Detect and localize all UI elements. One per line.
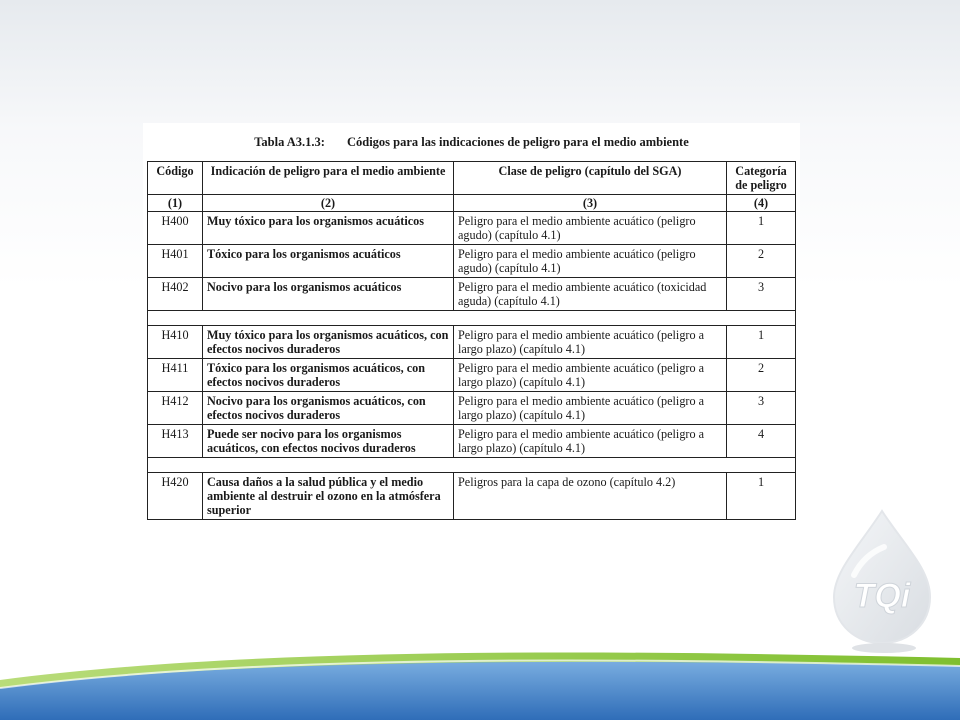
table-row — [148, 326, 796, 359]
hazard-class: Peligros para la capa de ozono (capítulo 4.2) — [454, 473, 727, 520]
hazard-code: H413 — [148, 425, 203, 458]
hazard-indication: Tóxico para los organismos acuáticos, con efectos nocivos duraderos — [203, 359, 454, 392]
hazard-indication: Nocivo para los organismos acuáticos — [203, 278, 454, 311]
hazard-class: Peligro para el medio ambiente acuático (peligro a largo plazo) (capítulo 4.1) — [454, 326, 727, 359]
hazard-indication: Muy tóxico para los organismos acuáticos, con efectos nocivos duraderos — [203, 326, 454, 359]
table-row — [148, 425, 796, 458]
hazard-indication: Nocivo para los organismos acuáticos, con efectos nocivos duraderos — [203, 392, 454, 425]
table-spacer-row — [148, 311, 796, 326]
column-number-row — [148, 195, 796, 212]
hazard-category: 4 — [727, 425, 796, 458]
hazard-code: H401 — [148, 245, 203, 278]
table-header-row — [148, 162, 796, 195]
table-caption-title: Códigos para las indicaciones de peligro para el medio ambiente — [346, 135, 689, 149]
table-row — [148, 278, 796, 311]
hazard-class: Peligro para el medio ambiente acuático (peligro a largo plazo) (capítulo 4.1) — [454, 359, 727, 392]
hazard-code: H400 — [148, 212, 203, 245]
hazard-code: H412 — [148, 392, 203, 425]
table-row — [148, 245, 796, 278]
hazard-category: 3 — [727, 278, 796, 311]
column-number: (4) — [727, 195, 796, 212]
column-number: (1) — [148, 195, 203, 212]
hazard-category: 2 — [727, 359, 796, 392]
hazard-class: Peligro para el medio ambiente acuático (peligro agudo) (capítulo 4.1) — [454, 245, 727, 278]
table-spacer-row — [148, 458, 796, 473]
table-row — [148, 473, 796, 520]
hazard-codes-table — [147, 161, 796, 520]
logo-text: TQi — [853, 577, 911, 615]
decorative-wave — [0, 640, 960, 720]
hazard-class: Peligro para el medio ambiente acuático (peligro a largo plazo) (capítulo 4.1) — [454, 425, 727, 458]
table-row — [148, 359, 796, 392]
header-category: Categoría de peligro — [727, 162, 796, 195]
table-caption-number: Tabla A3.1.3: — [254, 135, 325, 149]
hazard-code: H420 — [148, 473, 203, 520]
spacer-cell — [148, 458, 796, 473]
table-row — [148, 392, 796, 425]
hazard-class: Peligro para el medio ambiente acuático (toxicidad aguda) (capítulo 4.1) — [454, 278, 727, 311]
hazard-category: 3 — [727, 392, 796, 425]
document-image — [143, 123, 800, 546]
hazard-indication: Causa daños a la salud pública y el medio ambiente al destruir el ozono en la atmósfera superior — [203, 473, 454, 520]
hazard-category: 1 — [727, 212, 796, 245]
hazard-class: Peligro para el medio ambiente acuático (peligro a largo plazo) (capítulo 4.1) — [454, 392, 727, 425]
hazard-indication: Tóxico para los organismos acuáticos — [203, 245, 454, 278]
drop-logo-icon — [820, 505, 940, 655]
hazard-category: 1 — [727, 326, 796, 359]
hazard-code: H410 — [148, 326, 203, 359]
hazard-code: H411 — [148, 359, 203, 392]
table-row — [148, 212, 796, 245]
hazard-code: H402 — [148, 278, 203, 311]
hazard-category: 1 — [727, 473, 796, 520]
spacer-cell — [148, 311, 796, 326]
hazard-indication: Muy tóxico para los organismos acuáticos — [203, 212, 454, 245]
column-number: (2) — [203, 195, 454, 212]
header-hazard-class: Clase de peligro (capítulo del SGA) — [454, 162, 727, 195]
header-code: Código — [148, 162, 203, 195]
column-number: (3) — [454, 195, 727, 212]
table-caption — [143, 135, 800, 150]
hazard-category: 2 — [727, 245, 796, 278]
header-indication: Indicación de peligro para el medio ambiente — [203, 162, 454, 195]
hazard-class: Peligro para el medio ambiente acuático (peligro agudo) (capítulo 4.1) — [454, 212, 727, 245]
hazard-indication: Puede ser nocivo para los organismos acuáticos, con efectos nocivos duraderos — [203, 425, 454, 458]
